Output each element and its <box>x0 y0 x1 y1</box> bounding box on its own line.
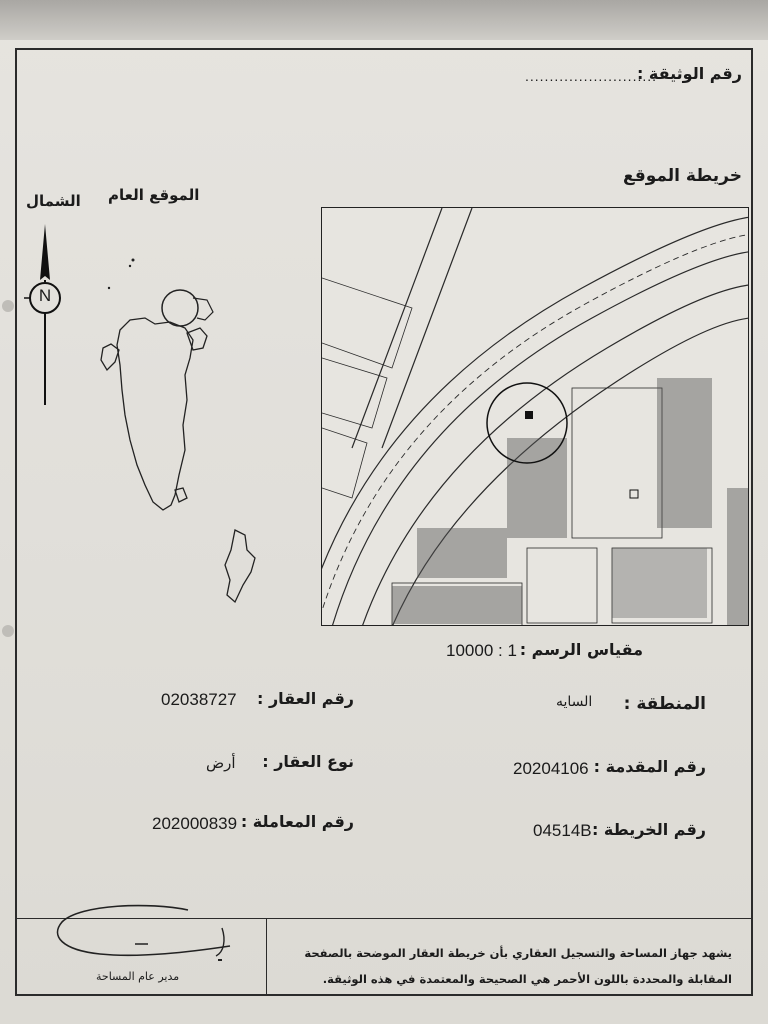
property-type-value: أرض <box>206 754 236 772</box>
area-value: السايه <box>556 694 593 710</box>
punch-hole <box>2 625 14 637</box>
map-number-value: 04514B <box>533 821 592 840</box>
north-letter: N <box>38 286 52 305</box>
location-outline-map <box>75 240 275 610</box>
signature <box>40 900 250 970</box>
footer-vertical-divider <box>266 918 267 994</box>
certification-line-1: يشهد جهاز المساحة والتسجيل العقاري بأن خريطة العقار الموضحة بالصفحة <box>304 946 732 960</box>
map-number-label: رقم الخريطة : <box>591 820 706 839</box>
transaction-number-value: 202000839 <box>152 814 238 833</box>
general-location-label: الموقع العام <box>108 186 200 204</box>
property-type-label: نوع العقار : <box>262 752 354 771</box>
area-label: المنطقة : <box>623 694 706 714</box>
transaction-number-label: رقم المعاملة : <box>240 812 354 831</box>
scan-shadow <box>0 0 768 40</box>
signatory-title: مدير عام المساحة <box>96 970 180 983</box>
scale-value: 10000 : 1 <box>446 641 517 660</box>
site-map <box>321 207 749 626</box>
property-number-value: 02038727 <box>161 690 237 709</box>
site-map-title: خريطة الموقع <box>622 166 742 186</box>
north-arrow-icon <box>20 220 70 410</box>
scale-label: مقياس الرسم : <box>519 640 643 659</box>
application-number-label: رقم المقدمة : <box>593 757 706 776</box>
doc-number-dots: ........................... <box>525 68 658 84</box>
doc-number-label: رقم الوثيقة : <box>636 64 742 83</box>
certification-line-2: المقابلة والمحددة باللون الأحمر هي الصحيحة والمعتمدة في هذه الوثيقة. <box>322 972 732 986</box>
north-label: الشمال <box>26 192 81 210</box>
application-number-value: 20204106 <box>513 759 589 778</box>
property-number-label: رقم العقار : <box>256 689 354 708</box>
punch-hole <box>2 300 14 312</box>
